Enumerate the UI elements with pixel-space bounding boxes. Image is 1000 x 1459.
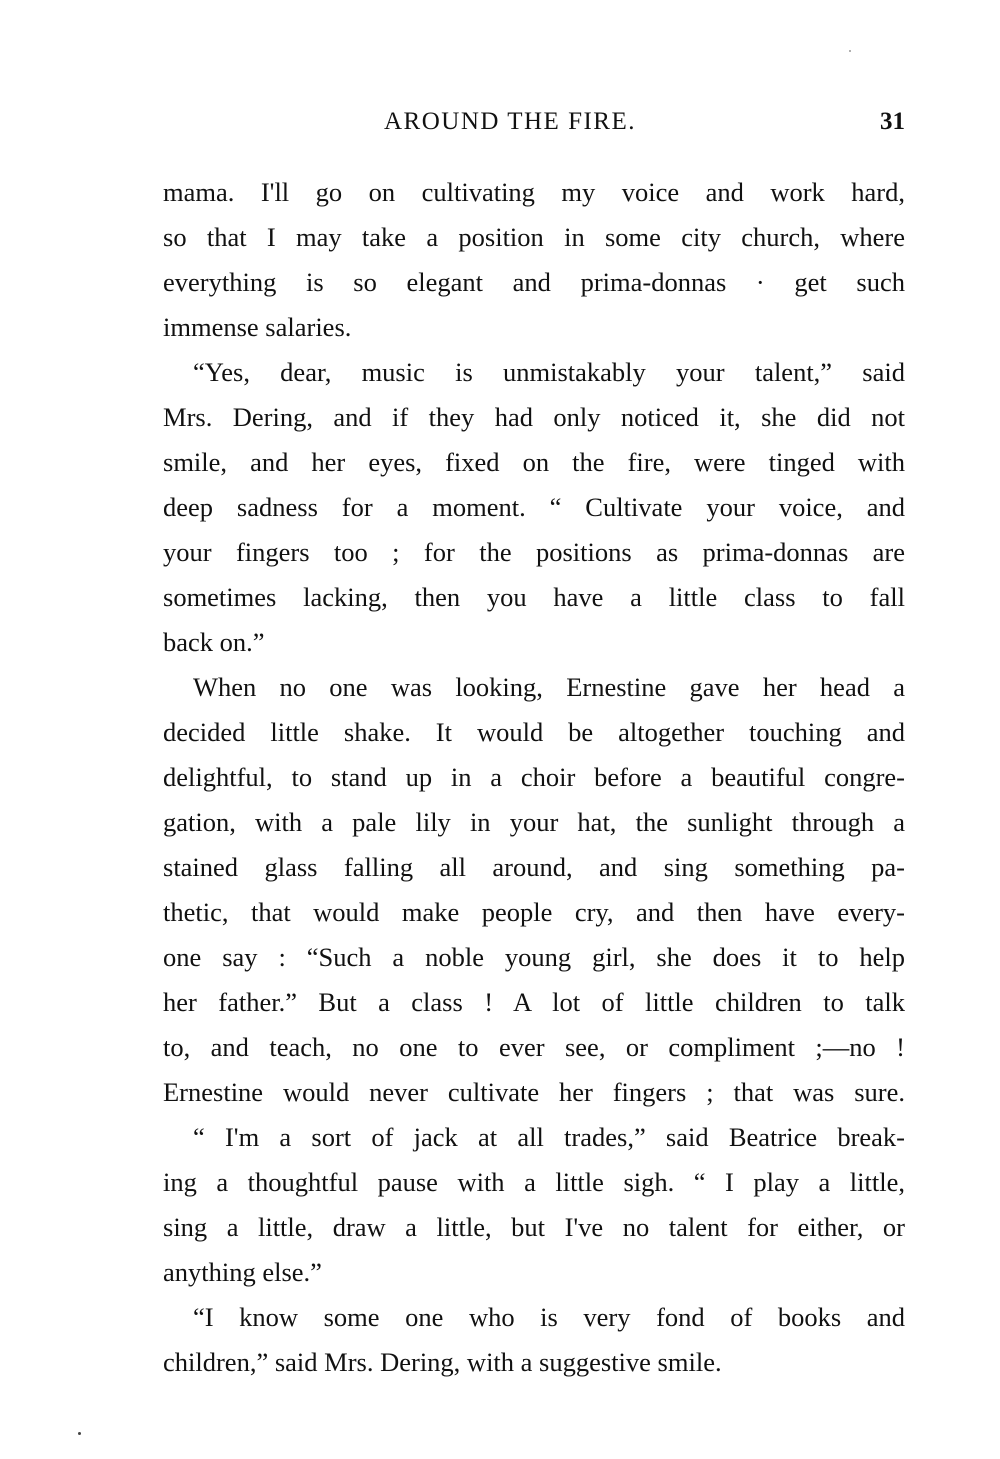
text-line: thetic, that would make people cry, and then have every- [163,897,905,927]
text-line: to, and teach, no one to ever see, or compliment ;—no ! [163,1032,905,1062]
text-line: so that I may take a position in some city church, where [163,222,905,252]
page-header [160,104,905,140]
text-line: sometimes lacking, then you have a little class to fall [163,582,905,612]
text-line: her father.” But a class ! A lot of little children to talk [163,987,905,1017]
text-line: back on.” [163,627,265,657]
text-line: delightful, to stand up in a choir before a beautiful congre- [163,762,905,792]
print-speck [78,1432,81,1435]
text-line: immense salaries. [163,312,352,342]
text-line: sing a little, draw a little, but I've no talent for either, or [163,1212,905,1242]
text-line: gation, with a pale lily in your hat, the sunlight through a [163,807,905,837]
text-line: smile, and her eyes, fixed on the fire, were tinged with [163,447,905,477]
running-head: AROUND THE FIRE. [383,108,636,135]
text-line: ing a thoughtful pause with a little sigh. “ I play a little, [163,1167,905,1197]
text-line: anything else.” [163,1257,322,1287]
text-line: mama. I'll go on cultivating my voice and work hard, [163,177,905,207]
text-line: your fingers too ; for the positions as prima-donnas are [163,537,905,567]
text-line: Ernestine would never cultivate her fingers ; that was sure. [163,1077,905,1107]
text-line: one say : “Such a noble young girl, she does it to help [163,942,905,972]
text-line: everything is so elegant and prima-donnas · get such [163,267,905,297]
text-line: decided little shake. It would be altogether touching and [163,717,905,747]
text-line: “I know some one who is very fond of books and [193,1302,905,1332]
text-line: “ I'm a sort of jack at all trades,” said Beatrice break- [193,1122,905,1152]
page-number: 31 [880,108,905,135]
print-speck [849,50,851,52]
text-line: stained glass falling all around, and sing something pa- [163,852,905,882]
text-line: children,” said Mrs. Dering, with a suggestive smile. [163,1347,722,1377]
text-line: deep sadness for a moment. “ Cultivate your voice, and [163,492,905,522]
text-line: “Yes, dear, music is unmistakably your talent,” said [193,357,905,387]
text-line: When no one was looking, Ernestine gave her head a [193,672,905,702]
body-text [163,170,905,1385]
text-line: Mrs. Dering, and if they had only noticed it, she did not [163,402,905,432]
